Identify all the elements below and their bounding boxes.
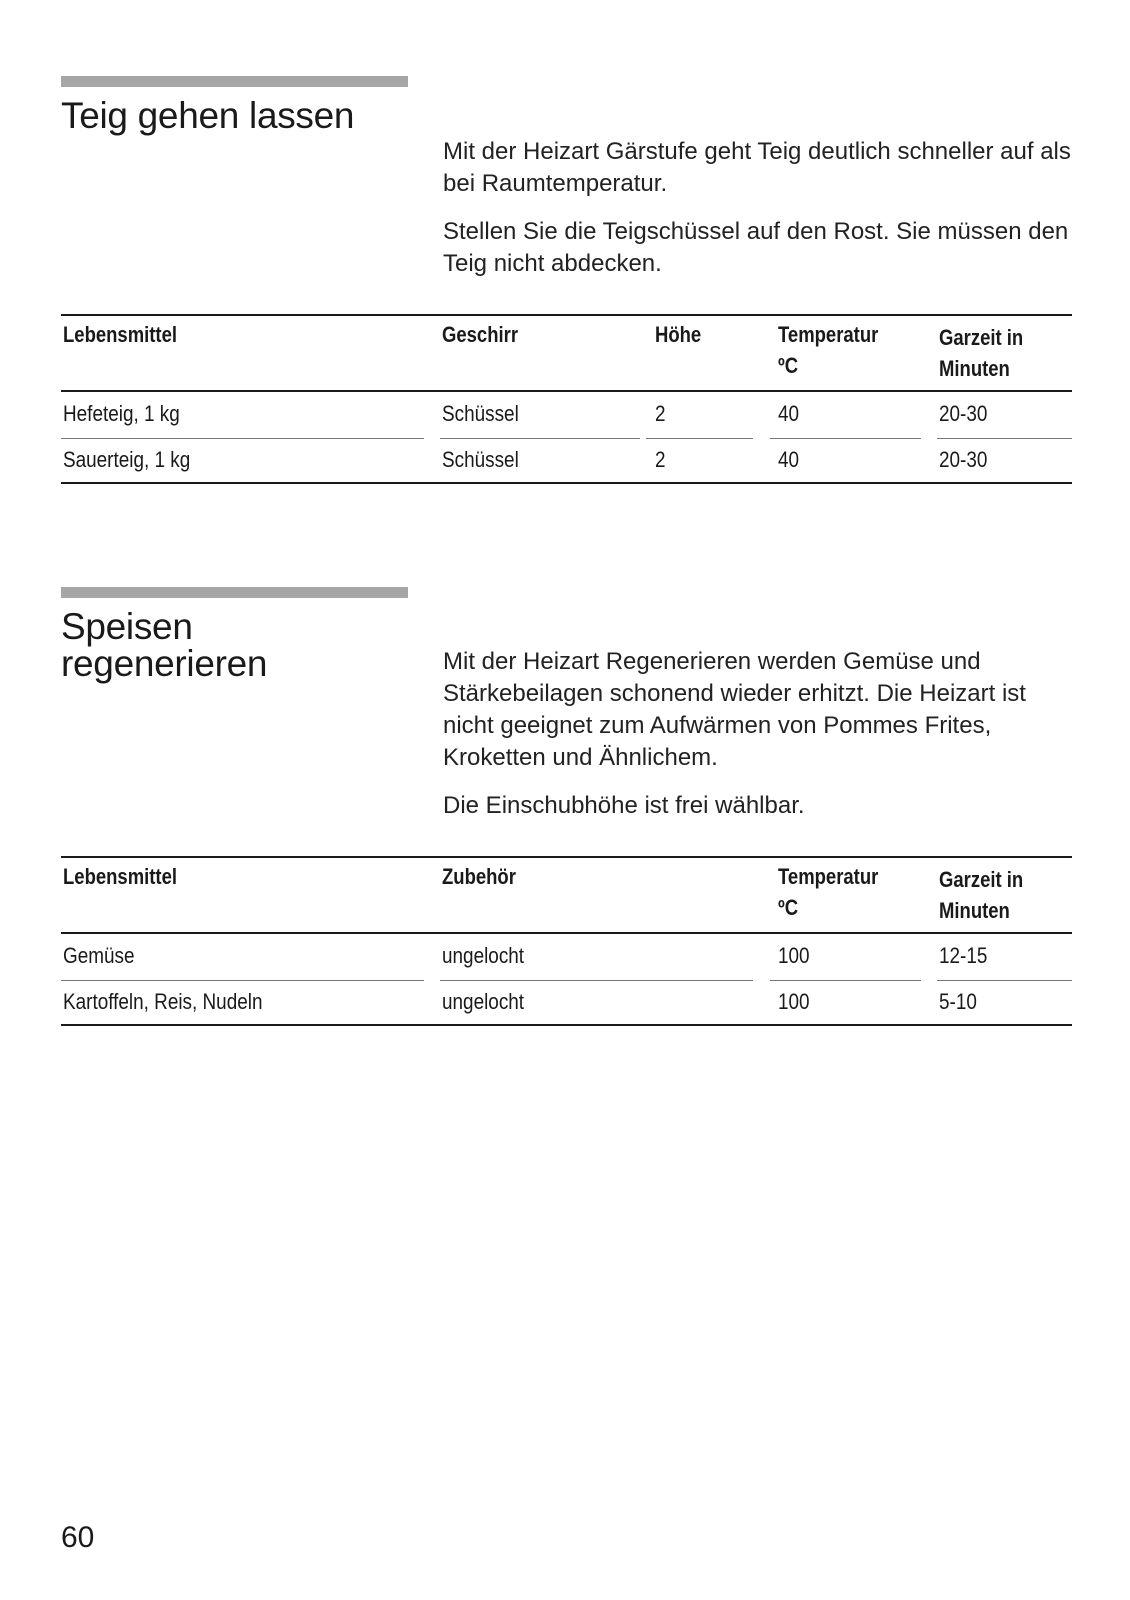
table-bottom-rule bbox=[61, 482, 1072, 484]
table-cell: ungelocht bbox=[442, 989, 525, 1014]
row-separator bbox=[61, 980, 424, 981]
column-header-geschirr: Geschirr bbox=[442, 322, 519, 347]
intro-paragraph: Mit der Heizart Gärstufe geht Teig deutlich schneller auf als bei Raumtemperatur. bbox=[443, 138, 1071, 197]
table-bottom-rule bbox=[61, 1024, 1072, 1026]
row-separator bbox=[61, 438, 424, 439]
page-number: 60 bbox=[61, 1521, 95, 1554]
table-cell: 2 bbox=[655, 447, 666, 472]
intro-paragraph: Die Einschubhöhe ist frei wählbar. bbox=[443, 792, 805, 819]
column-header-temperatur: Temperatur ºC bbox=[778, 864, 879, 920]
row-separator bbox=[770, 980, 921, 981]
table-top-rule bbox=[61, 314, 1072, 316]
table-header-rule bbox=[61, 932, 1072, 934]
table-cell: Schüssel bbox=[442, 447, 519, 472]
intro-paragraph: Mit der Heizart Regenerieren werden Gemüse und Stärkebeilagen schonend wieder erhitzt. Die Heizart ist nicht geeignet zum Aufwärmen von Pommes Frites, Kroketten und Ähnlichem. bbox=[443, 648, 1026, 771]
column-header-lebensmittel: Lebensmittel bbox=[63, 322, 177, 347]
row-separator bbox=[937, 980, 1072, 981]
intro-paragraph: Stellen Sie die Teigschüssel auf den Rost. Sie müssen den Teig nicht abdecken. bbox=[443, 218, 1069, 277]
intro-teig bbox=[443, 136, 1083, 296]
table-cell: 20-30 bbox=[939, 447, 988, 472]
table-cell: 100 bbox=[778, 943, 810, 968]
column-header-temperatur: Temperatur ºC bbox=[778, 322, 879, 378]
row-separator bbox=[646, 438, 753, 439]
row-separator bbox=[440, 438, 640, 439]
table-cell: 5-10 bbox=[939, 989, 977, 1014]
column-header-lebensmittel: Lebensmittel bbox=[63, 864, 177, 889]
table-cell: 20-30 bbox=[939, 401, 988, 426]
intro-speisen bbox=[443, 646, 1083, 838]
section-title-speisen: Speisen regenerieren bbox=[61, 606, 268, 684]
table-cell: Schüssel bbox=[442, 401, 519, 426]
table-cell: Sauerteig, 1 kg bbox=[63, 447, 191, 472]
column-header-hoehe: Höhe bbox=[655, 322, 702, 347]
table-cell: 12-15 bbox=[939, 943, 988, 968]
column-header-garzeit: Garzeit in Minuten bbox=[939, 867, 1024, 923]
column-header-zubehoer: Zubehör bbox=[442, 864, 516, 889]
row-separator bbox=[440, 980, 753, 981]
row-separator bbox=[937, 438, 1072, 439]
table-cell: 40 bbox=[778, 447, 800, 472]
table-top-rule bbox=[61, 856, 1072, 858]
table-teig bbox=[61, 314, 1072, 486]
table-speisen bbox=[61, 856, 1072, 1028]
table-cell: 100 bbox=[778, 989, 810, 1014]
table-cell: Gemüse bbox=[63, 943, 135, 968]
table-cell: 2 bbox=[655, 401, 666, 426]
table-header-rule bbox=[61, 390, 1072, 392]
table-cell: ungelocht bbox=[442, 943, 525, 968]
section-title-teig: Teig gehen lassen bbox=[61, 95, 355, 136]
table-cell: Hefeteig, 1 kg bbox=[63, 401, 180, 426]
table-cell: 40 bbox=[778, 401, 800, 426]
column-header-garzeit: Garzeit in Minuten bbox=[939, 325, 1024, 381]
table-cell: Kartoffeln, Reis, Nudeln bbox=[63, 989, 263, 1014]
row-separator bbox=[770, 438, 921, 439]
section-divider-bar bbox=[61, 587, 408, 598]
section-divider-bar bbox=[61, 76, 408, 87]
